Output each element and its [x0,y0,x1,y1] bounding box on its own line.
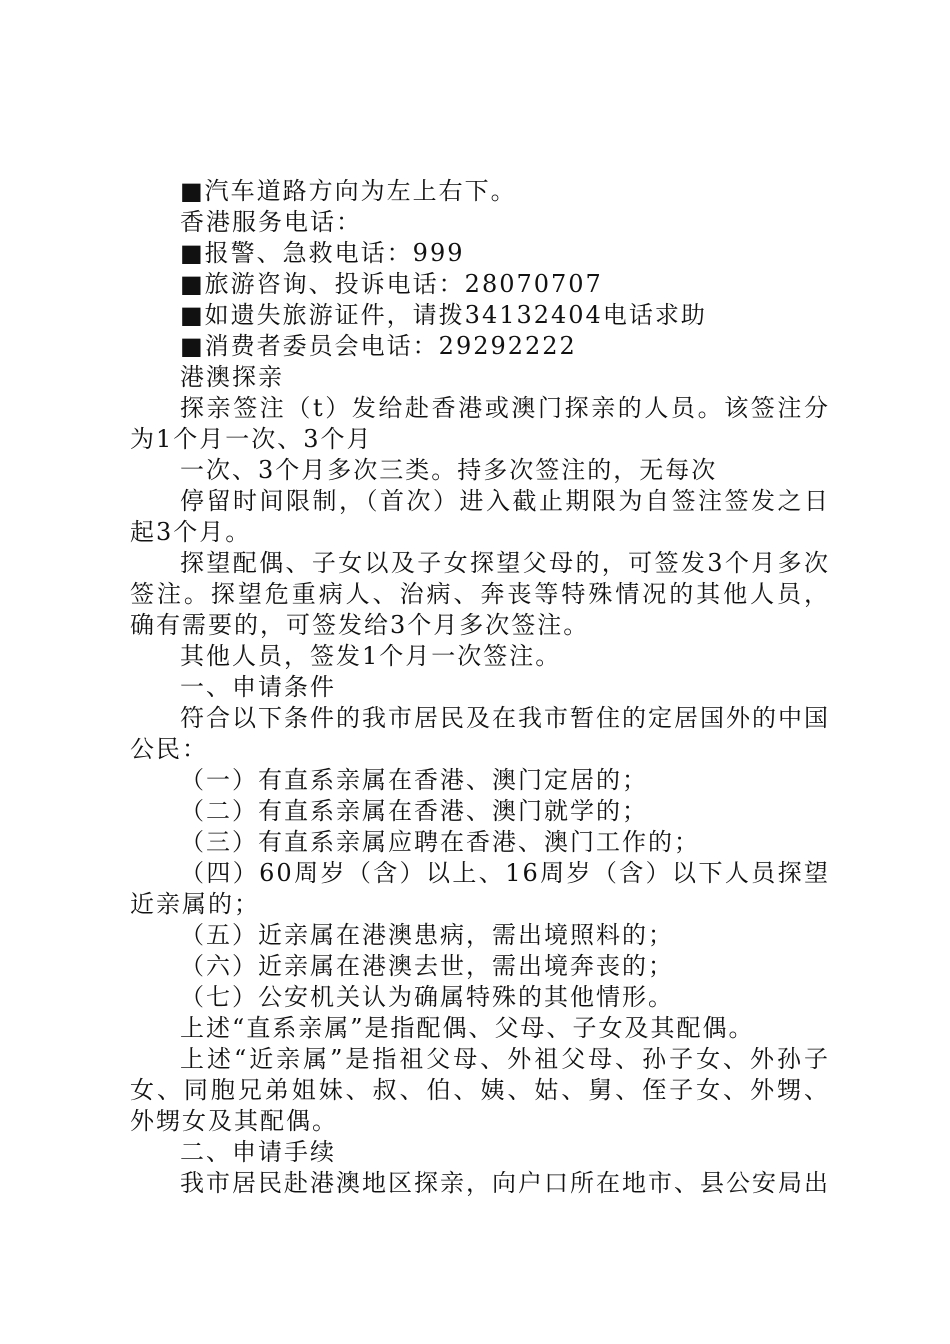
condition-item-3: （三）有直系亲属应聘在香港、澳门工作的； [180,828,700,856]
paragraph-eligible-residents: 符合以下条件的我市居民及在我市暂住的定居国外的中国公民： [130,704,830,763]
condition-item-7: （七）公安机关认为确属特殊的其他情形。 [180,983,674,1011]
definition-close-relatives: 上述“近亲属”是指祖父母、外祖父母、孙子女、外孙子女、同胞兄弟姐妹、叔、伯、姨、姑、舅、侄子女、外甥、外甥女及其配偶。 [130,1045,830,1135]
paragraph-spouse-children: 探望配偶、子女以及子女探望父母的，可签发3个月多次签注。探望危重病人、治病、奔丧等特殊情况的其他人员，确有需要的，可签发给3个月多次签注。 [130,549,830,639]
condition-item-6: （六）近亲属在港澳去世，需出境奔丧的； [180,952,674,980]
paragraph-tourism-phone: ■旅游咨询、投诉电话：28070707 [180,270,603,298]
condition-item-2: （二）有直系亲属在香港、澳门就学的； [180,797,648,825]
paragraph-road-direction: ■汽车道路方向为左上右下。 [180,177,517,205]
heading-application-procedure: 二、申请手续 [180,1138,336,1166]
paragraph-other-persons: 其他人员，签发1个月一次签注。 [180,642,562,670]
section-heading-family-visit: 港澳探亲 [180,363,284,391]
paragraph-emergency-phone: ■报警、急救电话：999 [180,239,465,267]
paragraph-procedure-start: 我市居民赴港澳地区探亲，向户口所在地市、县公安局出 [180,1169,830,1197]
condition-item-1: （一）有直系亲属在香港、澳门定居的； [180,766,648,794]
paragraph-consumer-council-phone: ■消费者委员会电话：29292222 [180,332,577,360]
paragraph-lost-document-phone: ■如遗失旅游证件，请拨34132404电话求助 [180,301,707,329]
paragraph-stay-limit: 停留时间限制，（首次）进入截止期限为自签注签发之日起3个月。 [130,487,830,546]
paragraph-visa-types: 一次、3个月多次三类。持多次签注的，无每次 [180,456,718,484]
paragraph-hk-service-phones: 香港服务电话： [180,208,362,236]
condition-item-5: （五）近亲属在港澳患病，需出境照料的； [180,921,674,949]
heading-application-conditions: 一、申请条件 [180,673,336,701]
definition-direct-relatives: 上述“直系亲属”是指配偶、父母、子女及其配偶。 [180,1014,755,1042]
paragraph-visa-intro: 探亲签注（t）发给赴香港或澳门探亲的人员。该签注分为1个月一次、3个月 [130,394,830,453]
document-body [130,176,830,1199]
condition-item-4: （四）60周岁（含）以上、16周岁（含）以下人员探望近亲属的； [130,859,830,918]
